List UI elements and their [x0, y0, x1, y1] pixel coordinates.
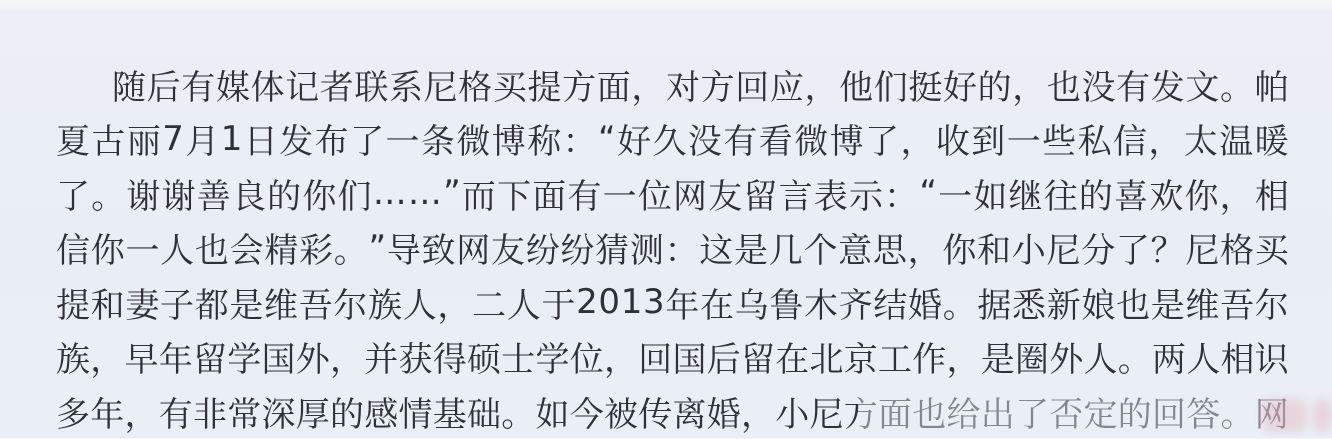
paragraph-line-3: 了 。 谢 谢 善 良 的 你 们 … … ” 而 下 面 有 一 位 网 友 留 言 表 示 ： “ 一 如 继 往 的 喜 欢 你 ， 相 [56, 173, 1289, 217]
paragraph-line-1: 随 后 有 媒 体 记 者 联 系 尼 格 买 提 方 面 ， 对 方 回 应 ， 他 们 挺 好 的 ， 也 没 有 发 文 。 帕 [112, 67, 1289, 108]
paragraph-line-4: 信 你 一 人 也 会 精 彩 。 ” 导 致 网 友 纷 纷 猜 测 ： 这 是 几 个 意 思 ， 你 和 小 尼 分 了 ？ 尼 格 买 [56, 227, 1289, 272]
paragraph-line-7: 多 年 ， 有 非 常 深 厚 的 感 情 基 础 。 如 今 被 传 离 婚 ， 小 尼 方 面 也 给 出 了 否 定 的 回 答 。 网 [56, 394, 1289, 435]
paragraph-line-5: 提 和 妻 子 都 是 维 吾 尔 族 人 ， 二 人 于 2 0 1 3 年 在 乌 鲁 木 齐 结 婚 。 据 悉 新 娘 也 是 维 吾 尔 [56, 282, 1289, 326]
paragraph-line-6: 族 ， 早 年 留 学 国 外 ， 并 获 得 硕 士 学 位 ， 回 国 后 留 在 北 京 工 作 ， 是 圈 外 人 。 两 人 相 识 [56, 340, 1289, 381]
watermark-remnant-blob [1313, 399, 1332, 432]
paragraph-line-2: 夏 古 丽 7 月 1 日 发 布 了 一 条 微 博 称 ： “ 好 久 没 有 看 微 博 了 ， 收 到 一 些 私 信 ， 太 温 暖 [56, 118, 1289, 163]
article-paragraph [56, 57, 1289, 439]
